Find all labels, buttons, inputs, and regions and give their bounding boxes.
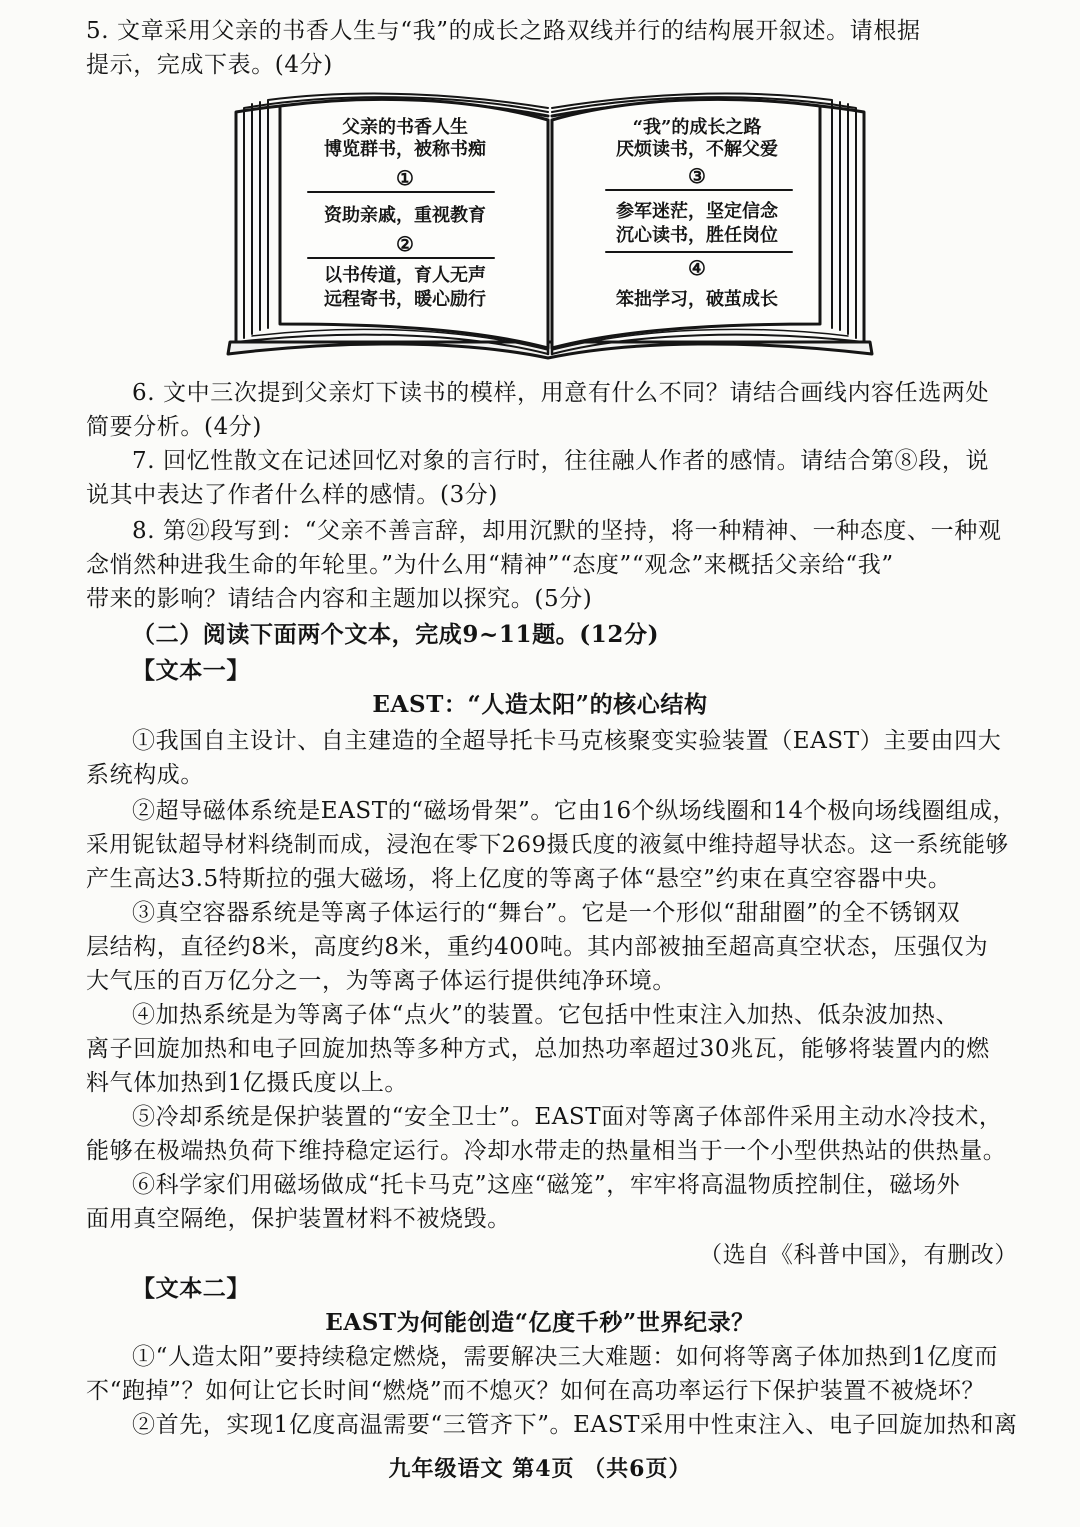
text-1-para-4-line-2: 离子回旋加热和电子回旋加热等多种方式，总加热功率超过30兆瓦，能够将装置内的燃 (86, 1036, 990, 1062)
text-1-source: （选自《科普中国》，有删改） (699, 1242, 1018, 1268)
text-1-para-4-line-3: 料气体加热到1亿摄氏度以上。 (86, 1070, 409, 1096)
text-1-para-1-line-2: 系统构成。 (86, 762, 204, 788)
text-1-para-2-line-1: ②超导磁体系统是EAST的“磁场骨架”。它由16个纵场线圈和14个极向场线圈组成， (132, 798, 1017, 824)
text-1-para-6-line-1: ⑥科学家们用磁场做成“托卡马克”这座“磁笼”，牢牢将高温物质控制住，磁场外 (132, 1172, 961, 1198)
question-6-line-1: 6. 文中三次提到父亲灯下读书的模样，用意有什么不同？请结合画线内容任选两处 (132, 380, 990, 406)
book-right-row-3: 笨拙学习，破茧成长 (616, 289, 778, 310)
book-left-row-3b: 远程寄书，暖心励行 (324, 289, 486, 310)
text-2-para-1-line-1: ①“人造太阳”要持续稳定燃烧，需要解决三大难题：如何将等离子体加热到1亿度而 (132, 1344, 998, 1370)
question-7-line-2: 说其中表达了作者什么样的感情。(3分) (86, 482, 498, 508)
text-1-label: 【文本一】 (132, 657, 250, 684)
text-2-para-1-line-2: 不“跑掉”？如何让它长时间“燃烧”而不熄灭？如何在高功率运行下保护装置不被烧坏？ (86, 1378, 986, 1404)
question-5-line-2: 提示，完成下表。(4分) (86, 52, 333, 78)
text-1-para-2-line-2: 采用铌钛超导材料绕制而成，浸泡在零下269摄氏度的液氦中维持超导状态。这一系统能够 (86, 832, 1009, 858)
book-right-row-2a: 参军迷茫，坚定信念 (616, 201, 778, 222)
book-right-title: “我”的成长之路 (632, 117, 762, 138)
page-footer: 九年级语文 第4页 （共6页） (388, 1456, 692, 1482)
text-1-para-3-line-2: 层结构，直径约8米，高度约8米，重约400吨。其内部被抽至超高真空状态，压强仅为 (86, 934, 989, 960)
book-left-blank-2: ② (396, 232, 414, 256)
text-2-title: EAST为何能创造“亿度千秒”世界纪录？ (325, 1309, 755, 1336)
book-right-blank-3: ③ (688, 164, 706, 188)
text-1-para-3-line-1: ③真空容器系统是等离子体运行的“舞台”。它是一个形似“甜甜圈”的全不锈钢双 (132, 900, 961, 926)
text-1-para-5-line-2: 能够在极端热负荷下维持稳定运行。冷却水带走的热量相当于一个小型供热站的供热量。 (86, 1138, 1007, 1164)
book-right-row-1: 厌烦读书，不解父爱 (616, 139, 778, 160)
book-right-blank-4: ④ (688, 256, 706, 280)
question-8-line-3: 带来的影响？请结合内容和主题加以探究。(5分) (86, 586, 593, 612)
question-8-line-2: 念悄然种进我生命的年轮里。”为什么用“精神”“态度”“观念”来概括父亲给“我” (86, 552, 894, 578)
question-8-line-1: 8. 第㉑段写到：“父亲不善言辞，却用沉默的坚持，将一种精神、一种态度、一种观 (132, 518, 1002, 544)
book-left-title: 父亲的书香人生 (342, 117, 468, 138)
text-2-para-2-line-1: ②首先，实现1亿度高温需要“三管齐下”。EAST采用中性束注入、电子回旋加热和离 (132, 1412, 1018, 1438)
book-right-row-2b: 沉心读书，胜任岗位 (616, 225, 778, 246)
text-1-para-2-line-3: 产生高达3.5特斯拉的强大磁场，将上亿度的等离子体“悬空”约束在真空容器中央。 (86, 866, 952, 892)
text-1-para-5-line-1: ⑤冷却系统是保护装置的“安全卫士”。EAST面对等离子体部件采用主动水冷技术， (132, 1104, 1003, 1130)
text-1-para-3-line-3: 大气压的百万亿分之一，为等离子体运行提供纯净环境。 (86, 968, 676, 994)
book-left-blank-1: ① (396, 166, 414, 190)
text-1-para-4-line-1: ④加热系统是为等离子体“点火”的装置。它包括中性束注入加热、低杂波加热、 (132, 1002, 960, 1028)
book-left-row-2: 资助亲戚，重视教育 (324, 205, 486, 226)
text-1-title: EAST：“人造太阳”的核心结构 (372, 691, 708, 718)
text-2-label: 【文本二】 (132, 1275, 250, 1302)
book-left-row-3a: 以书传道，育人无声 (324, 265, 486, 286)
book-left-row-1: 博览群书，被称书痴 (324, 139, 486, 160)
section-2-heading: （二）阅读下面两个文本，完成9~11题。(12分) (132, 621, 660, 648)
question-5-line-1: 5. 文章采用父亲的书香人生与“我”的成长之路双线并行的结构展开叙述。请根据 (86, 18, 921, 44)
question-7-line-1: 7. 回忆性散文在记述回忆对象的言行时，往往融人作者的感情。请结合第⑧段，说 (132, 448, 990, 474)
book-illustration (222, 92, 878, 364)
question-6-line-2: 简要分析。(4分) (86, 414, 262, 440)
text-1-para-1-line-1: ①我国自主设计、自主建造的全超导托卡马克核聚变实验装置（EAST）主要由四大 (132, 728, 1002, 754)
text-1-para-6-line-2: 面用真空隔绝，保护装置材料不被烧毁。 (86, 1206, 511, 1232)
